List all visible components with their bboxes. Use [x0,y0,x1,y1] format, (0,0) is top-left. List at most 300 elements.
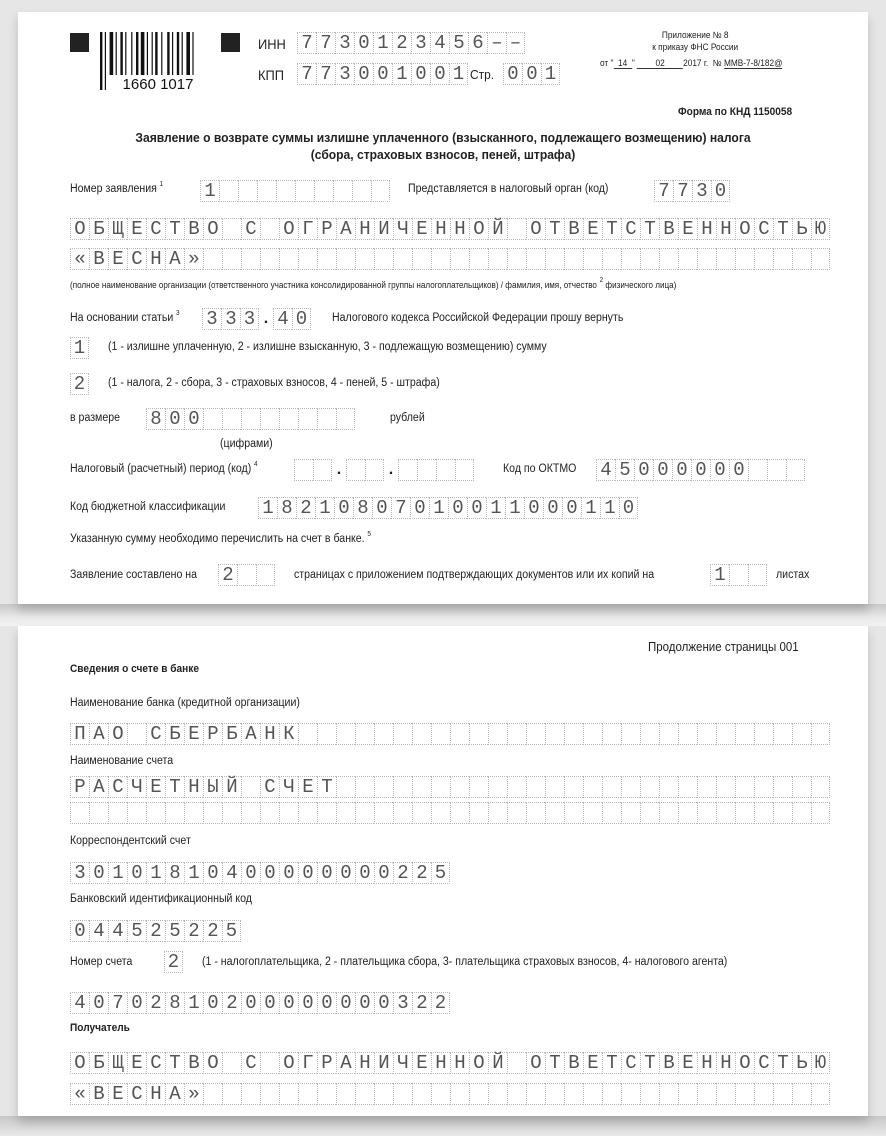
char-cell: 0 [503,63,522,85]
char-cell: Т [545,1052,564,1074]
char-cell: 0 [317,992,336,1014]
char-cell: Е [108,1083,127,1105]
char-cell: В [564,218,583,240]
char-cell [417,459,436,481]
char-cell [564,1083,583,1105]
char-cell [697,1083,716,1105]
char-cell [393,776,412,798]
article-dot: . [263,310,269,327]
char-cell [412,802,431,824]
char-cell: Т [640,1052,659,1074]
char-cell: 0 [373,63,392,85]
char-cell: Е [108,248,127,270]
char-cell [640,248,659,270]
char-cell: Й [488,1052,507,1074]
char-cell [786,459,805,481]
char-cell [241,776,260,798]
order-from: от " [600,58,614,68]
char-cell [313,459,332,481]
tax-period-part-1[interactable] [294,459,332,481]
char-cell [222,218,241,240]
char-cell [526,1083,545,1105]
char-cell [811,1083,830,1105]
char-cell [716,723,735,745]
char-cell [583,802,602,824]
char-cell: 0 [711,180,730,202]
sheets-count-field[interactable] [710,564,767,586]
char-cell: С [241,1052,260,1074]
transfer-note-text: Указанную сумму необходимо перечислить на счет в банке. [70,533,365,545]
char-cell: С [108,776,127,798]
char-cell [393,248,412,270]
char-cell [298,802,317,824]
char-cell [298,248,317,270]
char-cell: – [506,32,525,54]
page-separator [0,604,886,626]
bank-name-field[interactable] [70,723,830,745]
char-cell: 2 [222,992,241,1014]
account-name-label: Наименование счета [70,755,174,767]
char-cell: 1 [184,992,203,1014]
char-cell: 1 [541,63,560,85]
pages-middle-text: страницах с приложением подтверждающих документов или их копий на [294,569,655,581]
char-cell [222,1052,241,1074]
char-cell: 1 [710,564,729,586]
char-cell: 0 [279,862,298,884]
char-cell [469,1083,488,1105]
payment-kind-caption: (1 - налога, 2 - сбора, 3 - страховых взносов, 4 - пеней, 5 - штрафа) [108,377,440,389]
char-cell [507,776,526,798]
char-cell [412,723,431,745]
char-cell: Т [165,218,184,240]
char-cell [294,459,313,481]
char-cell: 0 [634,459,653,481]
refund-type-caption: (1 - излишне уплаченную, 2 - излишне взысканную, 3 - подлежащую возмещению) сумму [108,341,547,353]
char-cell: 1 [392,63,411,85]
char-cell: 1 [505,497,524,519]
kpp-field[interactable] [297,63,468,85]
char-cell: Ч [279,776,298,798]
char-cell [436,459,455,481]
order-number: ММВ-7-8/182@ [723,58,783,68]
char-cell [488,723,507,745]
char-cell: 0 [298,862,317,884]
char-cell [640,776,659,798]
char-cell: 2 [184,920,203,942]
char-cell [450,1083,469,1105]
char-cell [564,802,583,824]
org-name-line-1[interactable] [70,218,830,240]
char-cell [317,723,336,745]
char-cell [748,564,767,586]
char-cell [317,248,336,270]
char-cell: Н [260,723,279,745]
char-cell [716,802,735,824]
char-cell: 0 [292,308,311,330]
char-cell [792,723,811,745]
char-cell: 0 [430,63,449,85]
tax-period-field[interactable] [294,459,474,481]
org-name-line-2[interactable] [70,248,830,270]
char-cell: 0 [619,497,638,519]
recipient-line-2[interactable] [70,1083,830,1105]
char-cell: В [184,1052,203,1074]
char-cell [659,776,678,798]
char-cell: С [146,723,165,745]
char-cell: С [146,218,165,240]
char-cell: 4 [596,459,615,481]
char-cell [678,802,697,824]
char-cell: 2 [296,497,315,519]
char-cell [127,723,146,745]
order-reference [600,58,783,69]
char-cell [754,723,773,745]
char-cell: Т [773,1052,792,1074]
char-cell: Б [222,723,241,745]
char-cell: Е [298,776,317,798]
article-label [70,312,180,324]
article-label-text: На основании статьи [70,312,174,324]
payment-kind-field[interactable] [70,373,89,395]
refund-type-field[interactable] [70,337,89,359]
org-name-caption [70,277,677,290]
char-cell [298,408,317,430]
char-cell: Е [146,776,165,798]
article-field-sub[interactable] [273,308,311,330]
char-cell [260,1083,279,1105]
char-cell: 3 [240,308,259,330]
char-cell: 2 [164,951,183,973]
char-cell: 5 [222,920,241,942]
char-cell: О [70,1052,89,1074]
char-cell [564,723,583,745]
amount-currency: рублей [390,412,425,424]
char-cell [279,802,298,824]
char-cell: 5 [615,459,634,481]
char-cell [257,180,276,202]
char-cell [279,1083,298,1105]
char-cell: О [203,218,222,240]
char-cell [716,776,735,798]
order-month: 02 [637,58,683,69]
char-cell: Н [355,1052,374,1074]
char-cell: А [89,723,108,745]
char-cell: 1 [108,862,127,884]
char-cell [583,723,602,745]
char-cell: Й [488,218,507,240]
char-cell: Е [412,218,431,240]
inn-field[interactable] [297,32,525,54]
document-title [18,130,868,162]
char-cell [276,180,295,202]
char-cell: С [241,218,260,240]
char-cell: 0 [165,408,184,430]
barcode-icon [98,32,218,90]
char-cell [346,459,365,481]
char-cell: 0 [241,862,260,884]
char-cell [336,723,355,745]
char-cell: 1 [581,497,600,519]
tax-period-dot-2: . [388,461,394,478]
char-cell: » [184,248,203,270]
char-cell: 7 [391,497,410,519]
appendix-line-1: Приложение № 8 [661,30,729,40]
char-cell [621,802,640,824]
char-cell [735,1083,754,1105]
char-cell: 0 [89,862,108,884]
char-cell: К [279,723,298,745]
char-cell [792,776,811,798]
char-cell [355,776,374,798]
kbk-field[interactable] [258,497,638,519]
char-cell [811,776,830,798]
char-cell [754,776,773,798]
char-cell: 2 [70,373,89,395]
char-cell [431,248,450,270]
tax-period-part-3[interactable] [398,459,474,481]
footnote-2: 2 [599,277,604,284]
registration-mark-right [221,33,240,52]
char-cell: О [526,218,545,240]
char-cell: Н [697,1052,716,1074]
char-cell: Т [602,1052,621,1074]
char-cell: Н [697,218,716,240]
char-cell: 7 [297,63,316,85]
char-cell [792,802,811,824]
char-cell [450,802,469,824]
application-number-text: Номер заявления [70,183,157,195]
char-cell [469,776,488,798]
char-cell [365,459,384,481]
char-cell: 0 [279,992,298,1014]
char-cell: Н [431,218,450,240]
char-cell [621,1083,640,1105]
char-cell: 0 [410,497,429,519]
page-bottom-shadow [0,1116,886,1136]
char-cell [450,248,469,270]
char-cell: 3 [411,32,430,54]
char-cell [431,802,450,824]
char-cell: 2 [146,920,165,942]
char-cell: В [184,218,203,240]
tax-period-part-2[interactable] [346,459,384,481]
char-cell [621,723,640,745]
char-cell [640,1083,659,1105]
char-cell: 0 [543,497,562,519]
char-cell: 0 [710,459,729,481]
char-cell: О [70,218,89,240]
char-cell [241,802,260,824]
char-cell: 0 [355,992,374,1014]
char-cell: Ь [792,218,811,240]
char-cell: 8 [277,497,296,519]
pages-count-field[interactable] [218,564,275,586]
title-line-1: Заявление о возврате суммы излишне уплаченного (взысканного, подлежащего возмещению) налога [135,130,751,145]
char-cell: Н [184,776,203,798]
barcode-number: 1660 1017 [122,76,194,90]
char-cell: Т [165,776,184,798]
account-number-field[interactable] [70,992,450,1014]
char-cell [659,1083,678,1105]
char-cell: В [564,1052,583,1074]
order-year: 2017 г. [683,58,709,68]
char-cell [526,248,545,270]
char-cell [697,723,716,745]
form-page-2 [18,626,868,1116]
char-cell [355,248,374,270]
char-cell [237,564,256,586]
char-cell: 1 [373,32,392,54]
bank-name-label: Наименование банка (кредитной организации) [70,697,300,709]
char-cell: Е [412,1052,431,1074]
char-cell: 7 [108,992,127,1014]
char-cell [545,723,564,745]
char-cell: Р [317,1052,336,1074]
kbk-label: Код бюджетной классификации [70,501,226,513]
registration-mark-left [70,33,89,52]
char-cell: А [89,776,108,798]
char-cell [602,776,621,798]
char-cell [545,776,564,798]
char-cell [219,180,238,202]
char-cell [108,802,127,824]
char-cell: 4 [222,862,241,884]
char-cell: А [241,723,260,745]
char-cell: 0 [241,992,260,1014]
char-cell: Ч [393,218,412,240]
char-cell: 0 [203,992,222,1014]
corr-account-label: Корреспондентский счет [70,835,191,847]
tax-period-dot-1: . [336,461,342,478]
char-cell: 7 [297,32,316,54]
char-cell: О [526,1052,545,1074]
char-cell [526,723,545,745]
char-cell: Ч [127,776,146,798]
account-type-field[interactable] [164,951,183,973]
char-cell: « [70,1083,89,1105]
char-cell: 0 [334,497,353,519]
char-cell [393,802,412,824]
char-cell: » [184,1083,203,1105]
char-cell: Ы [203,776,222,798]
amount-field[interactable] [146,408,355,430]
char-cell: 0 [127,862,146,884]
char-cell [374,1083,393,1105]
char-cell: Н [146,248,165,270]
oktmo-field[interactable] [596,459,805,481]
char-cell [792,1083,811,1105]
tax-authority-field[interactable] [654,180,730,202]
char-cell [127,802,146,824]
recipient-line-1[interactable] [70,1052,830,1074]
char-cell [355,802,374,824]
corr-account-field[interactable] [70,862,450,884]
char-cell: Е [184,723,203,745]
char-cell: С [621,1052,640,1074]
char-cell [754,1083,773,1105]
char-cell [754,802,773,824]
application-number-field[interactable] [200,180,390,202]
char-cell [469,802,488,824]
char-cell: И [374,1052,393,1074]
char-cell: Н [431,1052,450,1074]
char-cell [260,408,279,430]
char-cell: 0 [562,497,581,519]
char-cell [203,1083,222,1105]
char-cell [317,1083,336,1105]
page-number-field[interactable] [503,63,560,85]
char-cell [469,248,488,270]
char-cell [602,1083,621,1105]
char-cell [621,776,640,798]
char-cell: Т [317,776,336,798]
char-cell: О [203,1052,222,1074]
char-cell: 0 [522,63,541,85]
char-cell [767,459,786,481]
char-cell: 2 [393,862,412,884]
char-cell [203,248,222,270]
char-cell: 6 [468,32,487,54]
char-cell: 1 [600,497,619,519]
footnote-4: 4 [254,461,258,468]
pages-label: Заявление составлено на [70,569,198,581]
char-cell: 3 [335,32,354,54]
char-cell [488,248,507,270]
char-cell [735,723,754,745]
char-cell [716,1083,735,1105]
char-cell: 2 [412,862,431,884]
article-field-main[interactable] [202,308,259,330]
char-cell [811,248,830,270]
char-cell [507,248,526,270]
char-cell: Н [450,218,469,240]
char-cell [279,248,298,270]
account-name-line-2[interactable] [70,802,830,824]
char-cell [773,723,792,745]
char-cell [507,723,526,745]
bik-field[interactable] [70,920,241,942]
char-cell [488,1083,507,1105]
char-cell: 3 [335,63,354,85]
char-cell [735,802,754,824]
char-cell: Щ [108,218,127,240]
account-name-line-1[interactable] [70,776,830,798]
form-page-1 [18,12,868,604]
char-cell [393,723,412,745]
char-cell [564,776,583,798]
char-cell [241,248,260,270]
transfer-note [70,533,371,545]
char-cell [355,723,374,745]
amount-caption: (цифрами) [220,438,273,450]
article-field[interactable] [202,308,311,330]
page-number-label: Стр. [470,67,495,82]
char-cell [602,248,621,270]
char-cell [545,1083,564,1105]
char-cell: – [487,32,506,54]
char-cell: Т [773,218,792,240]
char-cell [583,248,602,270]
char-cell: 0 [524,497,543,519]
char-cell: 7 [654,180,673,202]
char-cell [455,459,474,481]
char-cell: 4 [70,992,89,1014]
char-cell: 0 [354,32,373,54]
char-cell [398,459,417,481]
char-cell [792,248,811,270]
char-cell [317,408,336,430]
sheets-label: листах [776,569,810,581]
